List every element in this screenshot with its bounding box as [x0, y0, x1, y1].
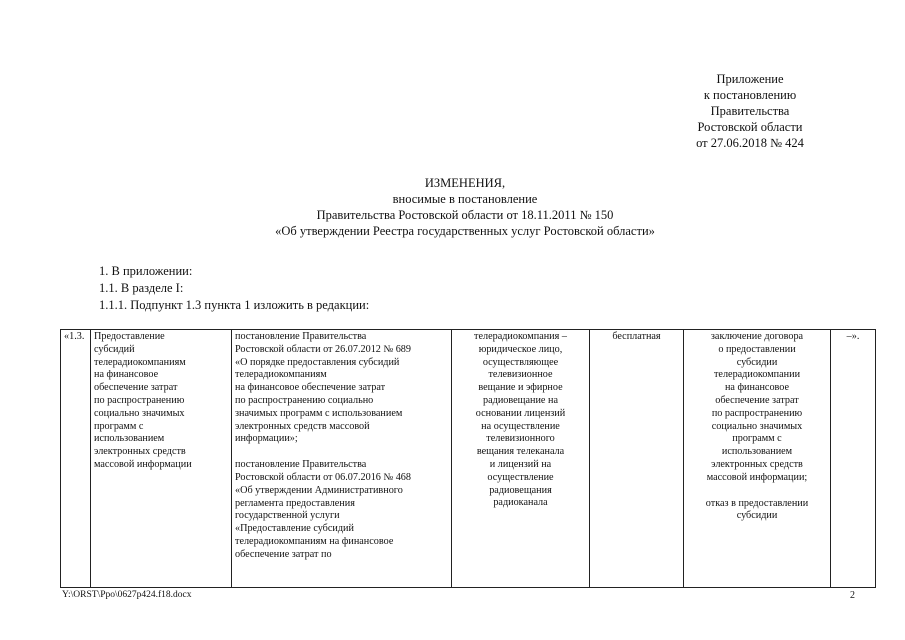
- page-number: 2: [850, 590, 855, 601]
- approval-line: к постановлению: [703, 88, 797, 102]
- paragraph-gap: [687, 485, 827, 498]
- cell-line: по распространению социально: [235, 394, 374, 406]
- cell-line: использованием: [721, 446, 793, 458]
- cell-line: массовой информации: [94, 458, 192, 470]
- cell-line: вещания телеканала: [476, 446, 565, 458]
- cell-line: юридическое лицо,: [478, 343, 563, 355]
- cell-result: [684, 330, 831, 588]
- approval-line: Ростовской области: [697, 120, 803, 134]
- footer-file-path: Y:\ORST\Ppo\0627p424.f18.docx: [62, 590, 192, 600]
- approval-line: Правительства: [710, 104, 790, 118]
- amendment-table: [60, 329, 876, 588]
- cell-line: государственной услуги: [235, 510, 340, 522]
- cell-line: осуществление: [487, 471, 554, 483]
- cell-line: постановление Правительства: [235, 459, 367, 471]
- point-1-1-1: 1.1.1. Подпункт 1.3 пункта 1 изложить в редакции:: [99, 298, 370, 312]
- cell-line: Предоставление: [94, 331, 165, 342]
- cell-line: массовой информации;: [706, 471, 808, 483]
- cell-line: радиоканала: [493, 497, 548, 509]
- cell-line: электронных средств: [94, 446, 186, 458]
- cell-line: на финансовое: [724, 382, 790, 394]
- cell-line: программ с: [732, 433, 782, 445]
- point-1-1: 1.1. В разделе I:: [99, 281, 184, 295]
- cell-line: значимых программ с использованием: [235, 407, 403, 419]
- cell-line: телерадиокомпании: [713, 369, 801, 381]
- cell-line: заключение договора: [710, 331, 804, 342]
- cell-line: основании лицензий: [475, 407, 566, 419]
- table-row: [61, 330, 876, 588]
- cell-line: социально значимых: [711, 420, 803, 432]
- cell-line: «О порядке предоставления субсидий: [235, 356, 400, 368]
- cell-line: телевизионное: [488, 369, 553, 381]
- cell-line: электронных средств: [711, 458, 803, 470]
- cell-line: на финансовое: [94, 369, 159, 381]
- paragraph-gap: [235, 446, 448, 459]
- cell-line: телевизионного: [486, 433, 555, 445]
- cell-line: телерадиокомпаниям: [94, 356, 186, 368]
- cell-fee: бесплатная: [590, 330, 684, 588]
- point-1: 1. В приложении:: [99, 264, 193, 278]
- cell-line: постановление Правительства: [235, 331, 367, 342]
- cell-line: на финансовое обеспечение затрат: [235, 382, 386, 394]
- document-heading: [180, 175, 750, 239]
- approval-line: от 27.06.2018 № 424: [696, 136, 804, 150]
- cell-line: субсидии: [736, 510, 778, 522]
- cell-line: Ростовской области от 26.07.2012 № 689: [235, 343, 411, 355]
- cell-line: осуществляющее: [482, 356, 559, 368]
- amendment-points: [99, 263, 369, 314]
- cell-line: социально значимых: [94, 407, 185, 419]
- cell-line: радиовещание на: [483, 394, 558, 406]
- heading-subtitle: «Об утверждении Реестра государственных услуг Ростовской области»: [275, 224, 655, 238]
- cell-line: о предоставлении: [718, 343, 796, 355]
- cell-line: использованием: [94, 433, 165, 445]
- cell-line: телерадиокомпания –: [474, 331, 567, 342]
- cell-line: на осуществление: [481, 420, 560, 432]
- heading-title: ИЗМЕНЕНИЯ,: [424, 176, 506, 190]
- cell-line: телерадиокомпаниям на финансовое: [235, 535, 394, 547]
- cell-legal-acts: [232, 330, 452, 588]
- cell-line: обеспечение затрат по: [235, 548, 332, 560]
- cell-line: информации»;: [235, 433, 298, 445]
- cell-line: регламента предоставления: [235, 497, 355, 509]
- cell-line: «Предоставление субсидий: [235, 523, 354, 535]
- cell-recipient: [452, 330, 590, 588]
- cell-line: программ с: [94, 420, 144, 432]
- cell-service-name: [91, 330, 232, 588]
- heading-subtitle: Правительства Ростовской области от 18.11.2011 № 150: [316, 208, 614, 222]
- cell-line: субсидий: [94, 343, 135, 355]
- cell-line: обеспечение затрат: [94, 382, 178, 394]
- cell-line: обеспечение затрат: [715, 394, 799, 406]
- approval-block: [640, 71, 860, 151]
- cell-line: Ростовской области от 06.07.2016 № 468: [235, 471, 411, 483]
- cell-line: радиовещания: [489, 484, 552, 496]
- cell-line: по распространению: [711, 407, 803, 419]
- approval-line: Приложение: [716, 72, 784, 86]
- cell-closing-mark: –».: [831, 330, 876, 588]
- cell-line: «Об утверждении Административного: [235, 484, 403, 496]
- cell-number: «1.3.: [61, 330, 91, 588]
- cell-line: телерадиокомпаниям: [235, 369, 327, 381]
- cell-line: и лицензий на: [489, 458, 552, 470]
- heading-subtitle: вносимые в постановление: [392, 192, 538, 206]
- cell-line: вещание и эфирное: [478, 382, 563, 394]
- cell-line: отказ в предоставлении: [705, 497, 809, 509]
- cell-line: субсидии: [736, 356, 778, 368]
- cell-line: по распространению: [94, 394, 185, 406]
- cell-line: электронных средств массовой: [235, 420, 370, 432]
